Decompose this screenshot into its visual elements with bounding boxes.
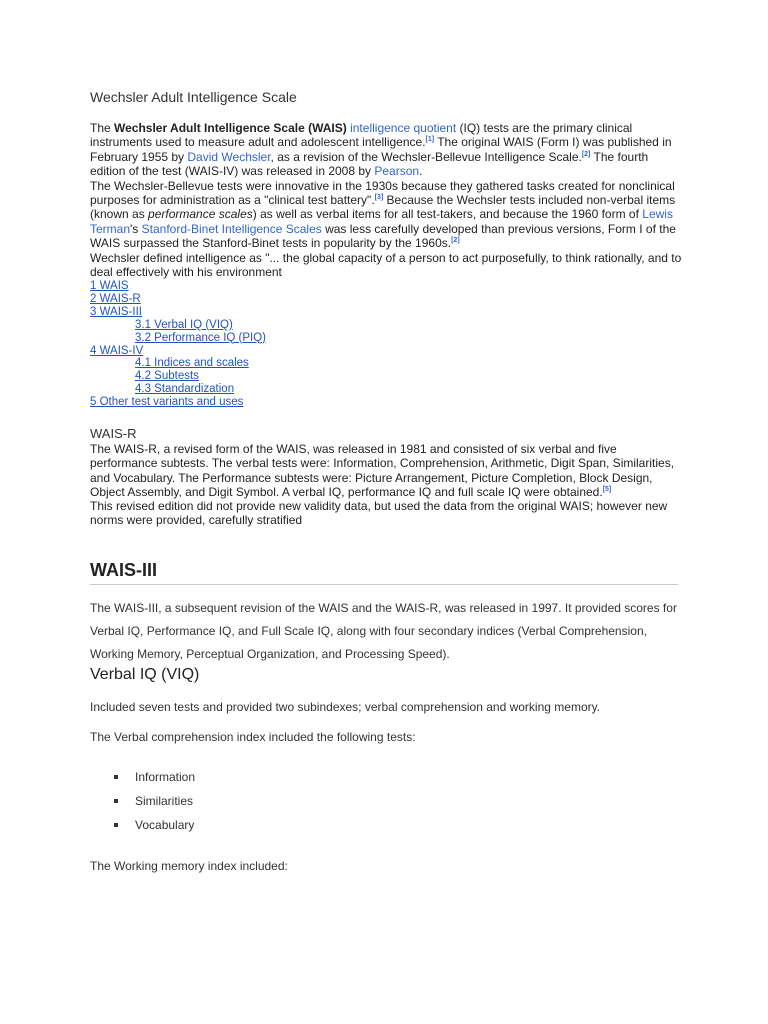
section-heading-wais-iii: WAIS-III	[90, 560, 157, 580]
verbal-comprehension-intro: The Verbal comprehension index included the following tests:	[90, 730, 416, 744]
square-bullet-icon	[114, 823, 118, 827]
intro-paragraph-2: The Wechsler-Bellevue tests were innovative in the 1930s because they gathered tasks created for nonclinical purposes for administration as a "clinical test battery".[3] Because the Wechsler tests included non-verbal items (known as performance scales) as well as verbal items for all test-takers, and because the 1960 form of Lewis Terman's Stanford-Binet Intelligence Scales was less carefully developed than previous versions, Form I of the WAIS surpassed the Stanford-Binet tests in popularity by the 1960s.[2]	[90, 178, 676, 251]
section-heading-wais-r: WAIS-R	[90, 426, 137, 441]
toc-item	[90, 370, 266, 383]
toc-link-wais-iv[interactable]: 4 WAIS-IV	[90, 344, 144, 357]
toc-link-subtests[interactable]: 4.2 Subtests	[135, 370, 199, 383]
intro-section	[90, 121, 682, 279]
toc-link-wais-r[interactable]: 2 WAIS-R	[90, 292, 141, 305]
toc-link-other-variants[interactable]: 5 Other test variants and uses	[90, 396, 244, 409]
wais-r-paragraph-1: The WAIS-R, a revised form of the WAIS, was released in 1981 and consisted of six verbal and five performance subtests. The verbal tests were: Information, Comprehension, Arithmetic, Digit Span, Similarities, and Vocabulary. The Performance subtests were: Picture Arrangement, Picture Completion, Block Design, Object Assembly, and Digit Symbol. A verbal IQ, performance IQ and full scale IQ were obtained.[5]	[90, 442, 675, 499]
toc-link-standardization[interactable]: 4.3 Standardization	[135, 383, 235, 396]
ref-5[interactable]: [5]	[602, 485, 612, 493]
intro-paragraph-3: Wechsler defined intelligence as "... the global capacity of a person to act purposefully, to think rationally, and to deal effectively with his environment	[90, 250, 682, 280]
toc-item	[90, 357, 266, 370]
toc-link-verbal-iq[interactable]: 3.1 Verbal IQ (VIQ)	[135, 318, 233, 331]
link-intelligence-quotient[interactable]: intelligence quotient	[350, 121, 457, 135]
toc-item	[90, 280, 266, 293]
ref-2[interactable]: [2]	[581, 150, 591, 158]
square-bullet-icon	[114, 799, 118, 803]
working-memory-intro: The Working memory index included:	[90, 859, 288, 873]
wais-r-section	[90, 442, 682, 528]
toc-link-indices-and-scales[interactable]: 4.1 Indices and scales	[135, 357, 249, 370]
wais-iii-paragraph: The WAIS-III, a subsequent revision of the WAIS and the WAIS-R, was released in 1997. It provided scores for Verbal IQ, Performance IQ, and Full Scale IQ, along with four secondary indices (Verbal Comprehension, Working Memory, Perceptual Organization, and Processing Speed).	[90, 601, 677, 661]
ref-4[interactable]: [2]	[451, 237, 460, 245]
toc-item	[90, 396, 266, 409]
intro-paragraph-1: The Wechsler Adult Intelligence Scale (WAIS) intelligence quotient (IQ) tests are the primary clinical instruments used to measure adult and adolescent intelligence.[1] The original WAIS (Form I) was published in February 1955 by David Wechsler, as a revision of the Wechsler-Bellevue Intelligence Scale.[2] The fourth edition of the test (WAIS-IV) was released in 2008 by Pearson.	[90, 121, 672, 179]
toc-item	[90, 319, 266, 332]
table-of-contents	[90, 280, 266, 409]
toc-item	[90, 293, 266, 306]
toc-link-wais[interactable]: 1 WAIS	[90, 280, 129, 292]
verbal-iq-description: Included seven tests and provided two subindexes; verbal comprehension and working memory.	[90, 700, 601, 714]
section-heading-verbal-iq: Verbal IQ (VIQ)	[90, 666, 200, 683]
list-item: Vocabulary	[114, 815, 195, 839]
heading-divider	[90, 584, 678, 585]
link-lewis-terman[interactable]: Lewis Terman	[90, 207, 673, 236]
toc-item	[90, 383, 266, 396]
ref-1[interactable]: [1]	[425, 136, 435, 144]
square-bullet-icon	[114, 775, 118, 779]
article-subject-bold: Wechsler Adult Intelligence Scale (WAIS)	[114, 121, 347, 135]
link-david-wechsler[interactable]: David Wechsler	[187, 149, 271, 164]
list-item: Similarities	[114, 791, 195, 815]
toc-link-wais-iii[interactable]: 3 WAIS-III	[90, 305, 142, 318]
document-title: Wechsler Adult Intelligence Scale	[90, 89, 297, 105]
toc-item	[90, 306, 266, 319]
toc-item	[90, 345, 266, 358]
list-item: Information	[114, 767, 195, 791]
ref-3[interactable]: [3]	[374, 194, 384, 202]
link-stanford-binet[interactable]: Stanford-Binet Intelligence Scales	[141, 221, 322, 236]
bullet-list	[114, 767, 195, 839]
toc-item	[90, 332, 266, 345]
wais-r-paragraph-2: This revised edition did not provide new validity data, but used the data from the original WAIS; however new norms were provided, carefully stratified	[90, 499, 668, 528]
toc-link-performance-iq[interactable]: 3.2 Performance IQ (PIQ)	[135, 331, 267, 344]
link-pearson[interactable]: Pearson	[374, 164, 420, 179]
